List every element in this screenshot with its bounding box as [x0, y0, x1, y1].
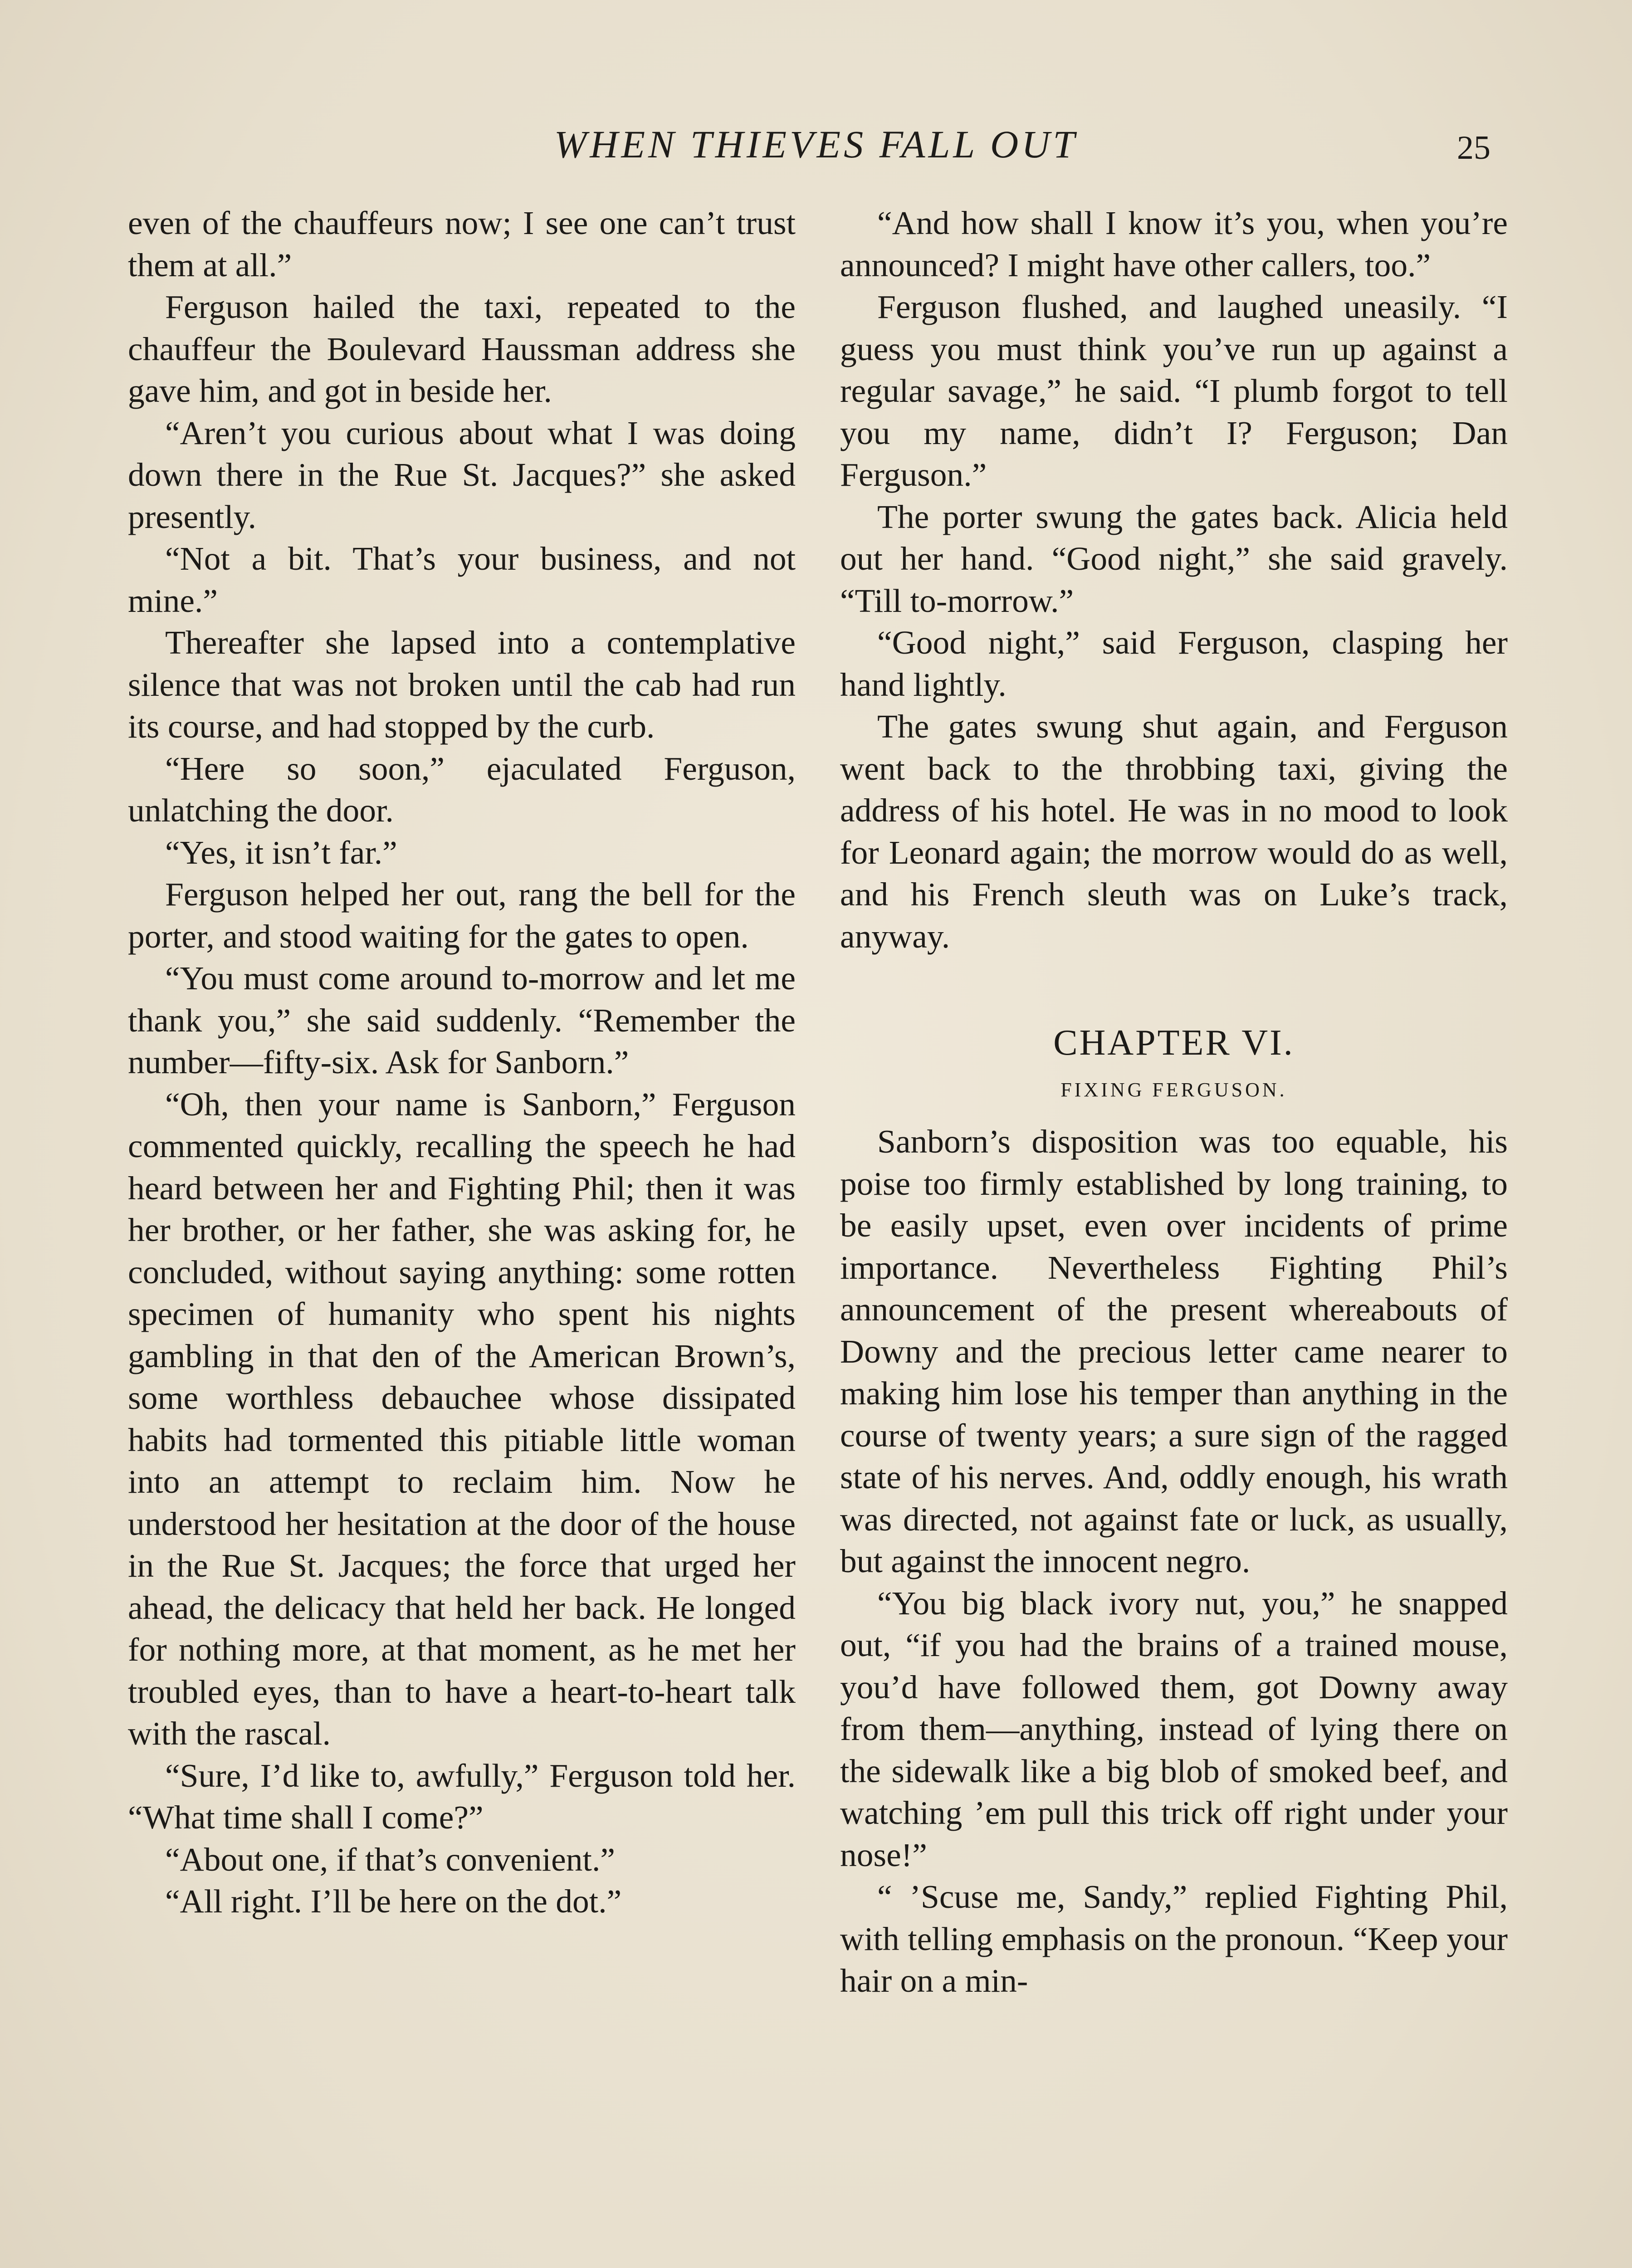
paragraph: “Good night,” said Ferguson, clasping her hand lightly. — [840, 624, 1508, 703]
paragraph: Ferguson helped her out, rang the bell for the porter, and stood waiting for the gates to open. — [128, 876, 796, 955]
paragraph: Ferguson hailed the taxi, repeated to the chauffeur the Boulevard Haussman address she gave him, and got in beside her. — [128, 288, 796, 409]
paragraph: “Here so soon,” ejaculated Ferguson, unlatching the door. — [128, 750, 796, 829]
paragraph: “About one, if that’s convenient.” — [165, 1841, 615, 1878]
paragraph: “You big black ivory nut, you,” he snapped out, “if you had the brains of a trained mouse, you’d have followed them, got Downy away from them—anything, instead of lying there on the sidewalk like a big blob of smoked beef, and watching ’em pull this trick off right under your nose!” — [840, 1584, 1508, 1873]
chapter-title: CHAPTER VI. — [1053, 1023, 1295, 1063]
paragraph: “Yes, it isn’t far.” — [165, 834, 397, 871]
paragraph: “And how shall I know it’s you, when you’re announced? I might have other callers, too.” — [840, 205, 1508, 284]
running-title: WHEN THIEVES FALL OUT — [554, 122, 1078, 166]
paragraph: Sanborn’s disposition was too equable, his poise too firmly established by long training, to be easily upset, even over incidents of prime importance. Nevertheless Fighting Phil’s announcement of the present whereabouts of Downy and the precious letter came nearer to making him lose his temper than anything in the course of twenty years; a sure sign of the ragged state of his nerves. And, oddly enough, his wrath was directed, not against fate or luck, as usually, but against the innocent negro. — [840, 1123, 1508, 1579]
paragraph: even of the chauffeurs now; I see one can’t trust them at all.” — [128, 205, 796, 284]
paragraph: “Aren’t you curious about what I was doing down there in the Rue St. Jacques?” she asked presently. — [128, 414, 796, 535]
paragraph: “ ’Scuse me, Sandy,” replied Fighting Phil, with telling emphasis on the pronoun. “Keep your hair on a min- — [840, 1878, 1508, 1999]
right-column — [840, 202, 1508, 2002]
paragraph: “Not a bit. That’s your business, and not mine.” — [128, 540, 796, 619]
paragraph: “Oh, then your name is Sanborn,” Ferguson commented quickly, recalling the speech he had heard between her and Fighting Phil; then it was her brother, or her father, she was asking for, he concluded, without saying anything: some rotten specimen of humanity who spent his nights gambling in that den of the American Brown’s, some worthless debauchee whose dissipated habits had tormented this pitiable little woman into an attempt to reclaim him. Now he understood her hesitation at the door of the house in the Rue St. Jacques; the force that urged her ahead, the delicacy that held her back. He longed for nothing more, at that moment, as he met her troubled eyes, than to have a heart-to-heart talk with the rascal. — [128, 1085, 796, 1752]
paragraph: The gates swung shut again, and Ferguson went back to the throbbing taxi, giving the address of his hotel. He was in no mood to look for Leonard again; the morrow would do as well, and his French sleuth was on Luke’s track, anyway. — [840, 708, 1508, 955]
paragraph: “You must come around to-morrow and let me thank you,” she said suddenly. “Remember the number—fifty-six. Ask for Sanborn.” — [128, 960, 796, 1080]
chapter-subtitle: FIXING FERGUSON. — [1060, 1079, 1287, 1101]
paragraph: “All right. I’ll be here on the dot.” — [165, 1883, 622, 1920]
left-column — [128, 202, 796, 1923]
paragraph: Thereafter she lapsed into a contemplative silence that was not broken until the cab had run its course, and had stopped by the curb. — [128, 624, 796, 745]
page-number: 25 — [1457, 129, 1490, 166]
paragraph: The porter swung the gates back. Alicia held out her hand. “Good night,” she said gravely. “Till to-morrow.” — [840, 498, 1508, 619]
paragraph: Ferguson flushed, and laughed uneasily. “I guess you must think you’ve run up against a regular savage,” he said. “I plumb forgot to tell you my name, didn’t I? Ferguson; Dan Ferguson.” — [840, 288, 1508, 493]
paragraph: “Sure, I’d like to, awfully,” Ferguson told her. “What time shall I come?” — [128, 1757, 796, 1836]
